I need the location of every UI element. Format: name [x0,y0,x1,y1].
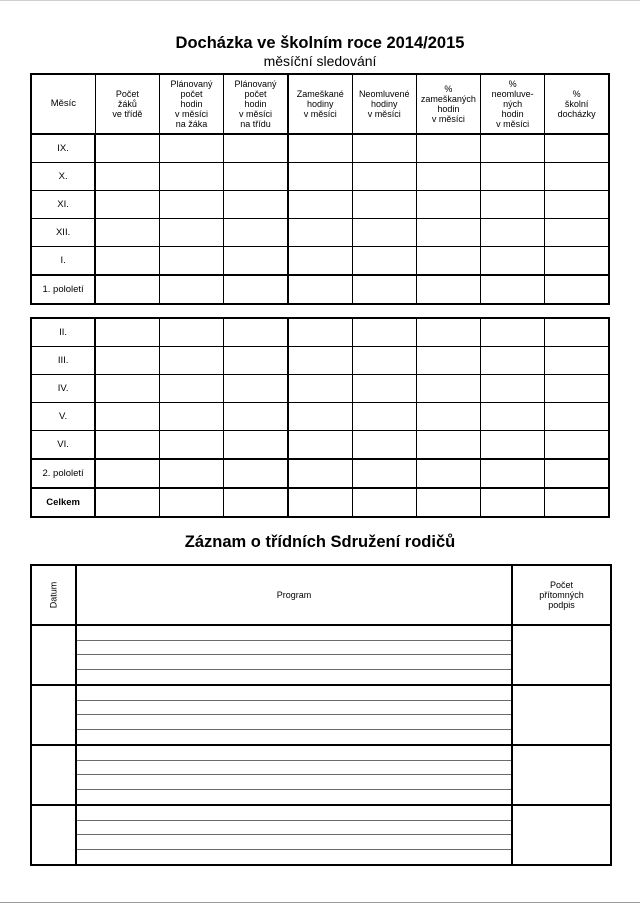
attendance-header-row [31,74,609,134]
attendance-cell [352,375,416,403]
attendance-row [31,134,609,163]
writing-line [77,729,511,730]
attendance-cell [416,318,480,347]
attendance-cell [545,275,609,304]
attendance-cell [95,191,159,219]
attendance-cell [416,191,480,219]
attendance-cell [352,247,416,276]
meeting-entry-row [31,685,611,745]
attendance-row [31,488,609,517]
attendance-cell [352,459,416,488]
attendance-cell [481,403,545,431]
header-percent-missed: % zameškaných hodin v měsíci [416,74,480,134]
attendance-cell [481,247,545,276]
attendance-cell [95,318,159,347]
attendance-cell [288,403,352,431]
month-label: X. [31,163,95,191]
attendance-cell [416,219,480,247]
writing-line [77,820,511,821]
header-unexcused-hours: Neomluvené hodiny v měsíci [352,74,416,134]
attendance-cell [224,219,288,247]
attendance-cell [159,403,223,431]
month-label: VI. [31,431,95,460]
attendance-row [31,459,609,488]
writing-line [77,669,511,670]
month-label: III. [31,347,95,375]
attendance-cell [224,275,288,304]
attendance-row [31,163,609,191]
attendance-cell [352,219,416,247]
attendance-cell [545,459,609,488]
attendance-cell [159,134,223,163]
writing-line [77,700,511,701]
month-label: V. [31,403,95,431]
attendance-cell [95,163,159,191]
attendance-cell [352,318,416,347]
writing-line [77,654,511,655]
attendance-cell [416,488,480,517]
month-label: II. [31,318,95,347]
meeting-program-cell[interactable] [76,745,512,805]
attendance-cell [159,488,223,517]
attendance-cell [416,247,480,276]
attendance-cell [481,431,545,460]
attendance-cell [159,431,223,460]
attendance-cell [95,247,159,276]
attendance-row [31,375,609,403]
attendance-cell [288,318,352,347]
attendance-row [31,191,609,219]
attendance-cell [545,163,609,191]
month-label: XI. [31,191,95,219]
attendance-cell [95,347,159,375]
attendance-cell [224,191,288,219]
meeting-date-cell[interactable] [31,625,76,685]
attendance-cell [288,163,352,191]
attendance-cell [159,191,223,219]
attendance-cell [95,275,159,304]
header-pupil-count: Počet žáků ve třídě [95,74,159,134]
header-percent-unexcused: % neomluve- ných hodin v měsíci [481,74,545,134]
meeting-attendees-cell[interactable] [512,625,611,685]
attendance-cell [159,375,223,403]
page-subtitle: měsíční sledování [263,53,377,69]
attendance-cell [288,488,352,517]
attendance-cell [95,375,159,403]
attendance-cell [481,347,545,375]
attendance-cell [416,403,480,431]
header-percent-attendance: % školní docházky [545,74,609,134]
attendance-cell [481,459,545,488]
attendance-cell [481,375,545,403]
attendance-cell [545,219,609,247]
attendance-row [31,403,609,431]
attendance-cell [352,347,416,375]
writing-lines [77,686,511,744]
meeting-entry-row [31,625,611,685]
attendance-cell [416,459,480,488]
page-title: Docházka ve školním roce 2014/2015 [175,34,465,52]
meeting-date-cell[interactable] [31,745,76,805]
attendance-cell [224,488,288,517]
month-label: Celkem [31,488,95,517]
writing-lines [77,746,511,804]
meeting-entry-row [31,745,611,805]
attendance-row [31,431,609,460]
month-label: 1. pololetí [31,275,95,304]
header-attendees: Počet přítomných podpis [512,565,611,625]
attendance-cell [545,247,609,276]
attendance-cell [224,163,288,191]
attendance-cell [545,488,609,517]
meeting-attendees-cell[interactable] [512,745,611,805]
attendance-row [31,219,609,247]
header-planned-hours-per-pupil: Plánovaný počet hodin v měsíci na žáka [159,74,223,134]
attendance-cell [288,375,352,403]
attendance-cell [352,403,416,431]
attendance-cell [481,163,545,191]
attendance-cell [545,431,609,460]
attendance-cell [95,431,159,460]
attendance-cell [288,219,352,247]
attendance-cell [224,347,288,375]
attendance-cell [416,431,480,460]
attendance-cell [481,134,545,163]
attendance-cell [481,488,545,517]
month-label: XII. [31,219,95,247]
attendance-row [31,247,609,276]
month-label: IV. [31,375,95,403]
writing-line [77,760,511,761]
attendance-cell [481,318,545,347]
attendance-cell [159,247,223,276]
attendance-cell [95,488,159,517]
header-missed-hours: Zameškané hodiny v měsíci [288,74,352,134]
attendance-cell [224,318,288,347]
attendance-cell [545,134,609,163]
attendance-cell [352,163,416,191]
meeting-attendees-cell[interactable] [512,805,611,865]
attendance-cell [159,163,223,191]
attendance-cell [481,219,545,247]
header-planned-hours-per-class: Plánovaný počet hodin v měsíci na třídu [224,74,288,134]
attendance-cell [416,347,480,375]
attendance-cell [224,375,288,403]
attendance-row [31,275,609,304]
writing-lines [77,626,511,684]
attendance-cell [545,191,609,219]
page-top-border [0,0,640,1]
attendance-cell [224,403,288,431]
attendance-table-second-half [30,317,610,518]
meetings-header-row [31,565,611,625]
attendance-cell [416,163,480,191]
writing-line [77,834,511,835]
meeting-program-cell[interactable] [76,805,512,865]
writing-line [77,789,511,790]
meeting-entry-row [31,805,611,865]
attendance-cell [545,403,609,431]
attendance-cell [545,347,609,375]
attendance-cell [288,459,352,488]
attendance-cell [288,275,352,304]
attendance-cell [416,375,480,403]
attendance-cell [95,219,159,247]
attendance-cell [288,431,352,460]
attendance-cell [481,191,545,219]
attendance-cell [95,403,159,431]
month-label: IX. [31,134,95,163]
month-label: 2. pololetí [31,459,95,488]
attendance-cell [288,347,352,375]
header-month: Měsíc [31,74,95,134]
writing-lines [77,806,511,864]
attendance-cell [159,459,223,488]
attendance-cell [224,134,288,163]
attendance-cell [288,191,352,219]
attendance-cell [95,134,159,163]
attendance-cell [545,375,609,403]
attendance-cell [416,134,480,163]
attendance-cell [159,219,223,247]
attendance-cell [224,247,288,276]
attendance-cell [95,459,159,488]
meeting-date-cell[interactable] [31,805,76,865]
attendance-cell [416,275,480,304]
attendance-cell [159,347,223,375]
meetings-title: Záznam o třídních Sdružení rodičů [184,533,456,551]
attendance-cell [224,431,288,460]
header-program: Program [76,565,512,625]
attendance-cell [352,488,416,517]
attendance-table-first-half [30,73,610,305]
attendance-row [31,318,609,347]
meeting-program-cell[interactable] [76,685,512,745]
attendance-cell [481,275,545,304]
attendance-cell [352,134,416,163]
meeting-program-cell[interactable] [76,625,512,685]
parent-meetings-table [30,564,612,866]
attendance-cell [159,318,223,347]
writing-line [77,714,511,715]
meeting-date-cell[interactable] [31,685,76,745]
attendance-row [31,347,609,375]
attendance-cell [352,275,416,304]
page-bottom-border [0,902,640,903]
attendance-cell [352,191,416,219]
meeting-attendees-cell[interactable] [512,685,611,745]
writing-line [77,640,511,641]
attendance-cell [159,275,223,304]
attendance-cell [288,247,352,276]
writing-line [77,774,511,775]
attendance-cell [352,431,416,460]
attendance-cell [224,459,288,488]
writing-line [77,849,511,850]
attendance-cell [288,134,352,163]
header-date: Datum [31,565,76,625]
month-label: I. [31,247,95,276]
attendance-cell [545,318,609,347]
